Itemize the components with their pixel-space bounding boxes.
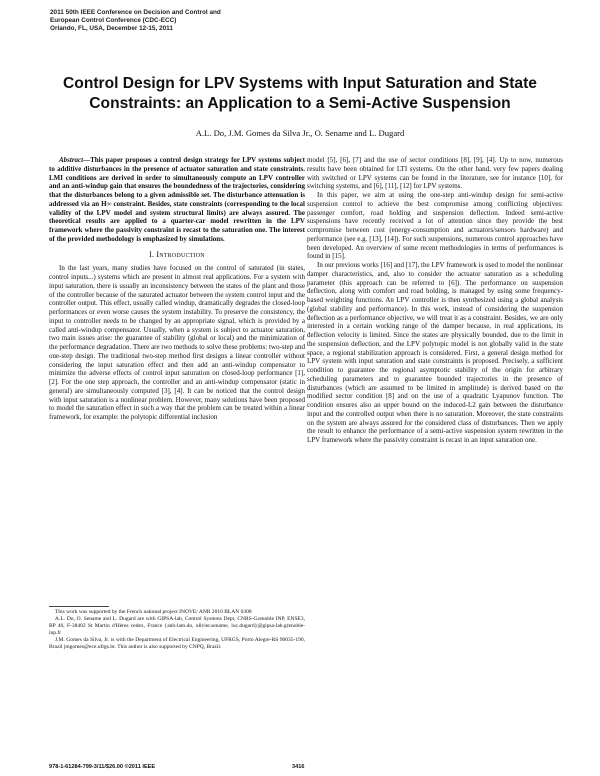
paper-title (40, 74, 560, 114)
conference-header (50, 9, 320, 34)
isbn-copyright: 978-1-61284-799-3/11/$26.00 ©2011 IEEE (49, 764, 156, 770)
intro-paragraph-3: In our previous works [16] and [17], the LPV framework is used to model the nonlinear damper characteristics, and, also to consider the actuator saturation as a scheduling parameter (this approach can be referred to [6]). The performance on suspension deflection, along with comfort and road holding, is managed by using some frequency-based weighting functions. An LPV controller is then synthesized using a global analysis (global stability and performance). In this work, instead of considering the suspension deflection as a performance objective, we will treat it as a constraint. Besides, we are only interested in a certain working range of the damper because, in real applications, its deflection velocity is limited. Since the states are physically bounded, due to the limit in the suspension deflection, and the LPV polytopic model is not globally valid in the state space, a regional stabilization approach is considered. First, a general design method for LPV system with input saturation and state constraints is proposed. Precisely, a sufficient condition to guarantee the regional asymptotic stability of the origin for arbitrary scheduling parameters and to guarantee bounded trajectories in the presence of disturbances (which are assumed to be limited in amplitude) is derived based on the modified sector condition [8] and on the use of a quadratic Lyapunov function. The condition ensures also an upper bound on the induced-L2 gain between the disturbance input and the controlled output when there is no saturation. Moreover, the state constraints on the system are always assured for the considered class of disturbances. Then we apply the result to enhance the performance of a semi-active suspension system rewritten in the LPV framework where the passivity constraint is recast in an input saturation one. (307, 261, 563, 444)
conference-line-3: Orlando, FL, USA, December 12-15, 2011 (50, 25, 173, 33)
footnote-affiliation-2: J.M. Gomes da Silva, Jr. is with the Department of Electrical Engineering, UFRGS, Porto Alegre-RS 90035-190, Brazil jmgomes@ece.ufrgs.br. This author is also supported by CNPQ, Brazil. (49, 637, 305, 650)
conference-line-1: 2011 50th IEEE Conference on Decision and Control and (50, 9, 221, 16)
intro-paragraph-2: In this paper, we aim at using the one-step anti-windup design for semi-active suspension control to achieve the best compromise among conflicting objectives: passenger comfort, road holding and suspension deflection. Indeed semi-active suspensions have recently received a lot of attention since they provide the best compromise between cost (energy-consumption and actuators/sensors hardware) and performance (see e.g. [13], [14]). For such suspensions, numerous control approaches have been developed. An overview of some recent methodologies in terms of performances is found in [15]. (307, 191, 563, 261)
right-column (307, 156, 563, 445)
left-column (49, 156, 305, 422)
title-line-1: Control Design for LPV Systems with Input Saturation and State (63, 75, 537, 92)
footnote-funding: This work was supported by the French national project INOVE/ ANR 2010 BLAN 0308 (55, 609, 252, 615)
section-heading-introduction: I. Introduction (149, 249, 205, 259)
intro-paragraph-continued: model [5], [6], [7] and the use of sector conditions [8], [9], [4]. Up to now, numerous results have been obtained for LTI systems. On the other hand, very few papers dealing with switched or LPV systems can be found in the literature, see for instance [10], for switching systems, and [6], [11], [12] for LPV systems. (307, 156, 563, 191)
footnotes (49, 609, 305, 651)
footnote-affiliation-1: A.L. Do, O. Sename and L. Dugard are with GIPSA-lab, Control Systems Dept, CNRS-Grenoble INP, ENSE3, BP 46, F-38402 St Martin d'Hères cedex, France {anh-lam.do, olivier.sename, luc.dugard}@gipsa-lab.grenoble-inp.fr (49, 616, 305, 636)
author-list: A.L. Do, J.M. Gomes da Silva Jr., O. Sename and L. Dugard (195, 128, 405, 138)
title-line-2: Constraints: an Application to a Semi-Active Suspension (89, 95, 511, 112)
footnote-rule (49, 606, 109, 607)
abstract-text: —This paper proposes a control design strategy for LPV systems subject to additive disturbances in the presence of actuator saturation and state constraints. LMI conditions are derived in order to simultaneously compute an LPV controller and an anti-windup gain that ensures the boundedness of the trajectories, considering that the disturbances belong to a given admissible set. The disturbance attenuation is addressed via an H∞ constraint. Besides, state constraints (corresponding to the local validity of the LPV model and system structural limits) are always assured. The theoretical results are applied to a quarter-car model rewritten in the LPV framework where the passivity constraint is recast to the saturation one. The interest of the provided methodology is emphasized by simulations. (49, 156, 305, 243)
conference-line-2: European Control Conference (CDC-ECC) (50, 17, 177, 25)
page-number: 3416 (292, 764, 305, 770)
abstract-lead: Abstract (59, 156, 84, 164)
abstract (49, 156, 305, 244)
intro-paragraph-1: In the last years, many studies have focused on the control of saturated (in states, control inputs...) systems which are present in almost real applications. For a system with input saturation, there is usually an inconsistency between the states of the plant and those of the controller because of the saturated actuator between the system control input and the controller output. This effect, usually called windup, dramatically degrades the closed-loop performances or even worse causes the system instability. To preserve the consistency, the input to controller needs to be changed by an appropriate signal, which is provided by a called anti-windup compensator. Usually, when a system is subject to actuator saturation, two main issues arise: the guarantee of stability (global or local) and the minimization of the performance degradation. There are two methods to solve these problems: two-step and one-step design. The traditional two-step method first designs a linear controller without considering the input saturation effect and then add an anti-windup compensator to minimize the adverse effects of control input saturation on closed-loop performance [1], [2]. For the one step approach, the controller and an anti-windup compensator (static in general) are simultaneously computed [3], [4]. It can be noticed that the control design with input saturation is a nonlinear problem. However, many solutions have been proposed to model the saturation effect in such a way that the problem can be treated within a linear framework, for example: the polytopic differential inclusion (49, 264, 305, 421)
